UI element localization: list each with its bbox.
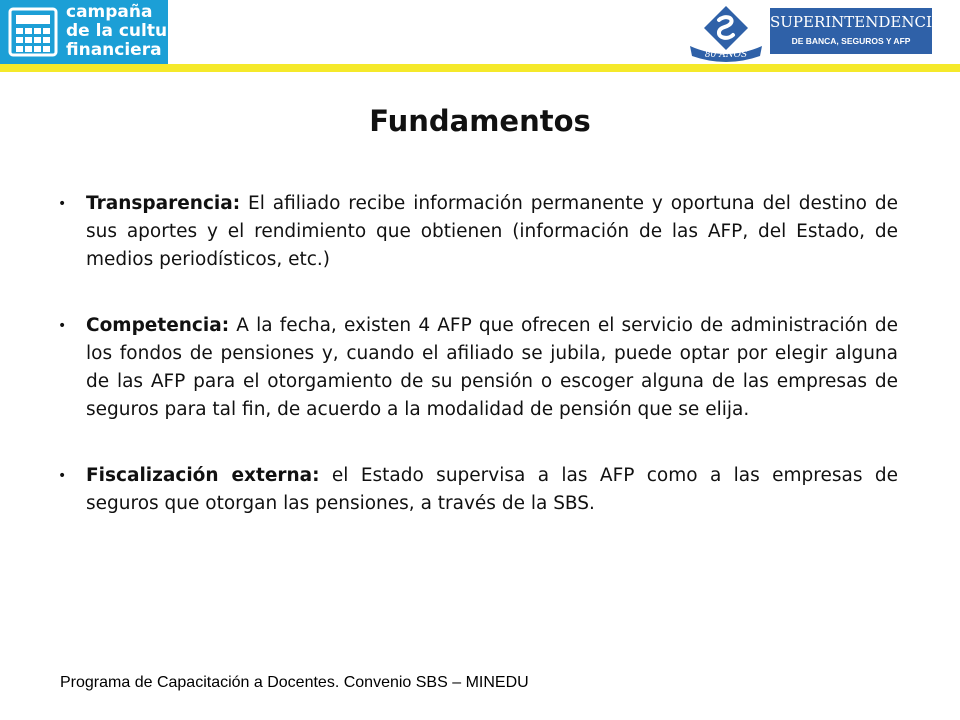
bullet-term: Transparencia:	[86, 193, 241, 214]
bullet-text: El afiliado recibe información permanente y oportuna del destino de sus aportes y el rendimiento que obtienen (información de las AFP, del Estado, de medios periodísticos, etc.)	[86, 193, 898, 270]
bullet-symbol: •	[58, 468, 67, 484]
bullet-symbol: •	[58, 318, 67, 334]
bullet-transparencia	[58, 190, 898, 274]
bullet-text: el Estado supervisa a las AFP como a las empresas de seguros que otorgan las pensiones, a través de la SBS.	[86, 465, 898, 514]
sbs-logo	[770, 8, 943, 54]
bullet-term: Competencia:	[86, 315, 230, 336]
campaign-line-1: campaña	[66, 2, 153, 22]
campaign-logo	[0, 0, 187, 64]
bullet-fiscalizacion	[58, 462, 898, 518]
header-accent-bar	[0, 64, 960, 72]
sbs-emblem-icon	[686, 2, 766, 62]
header	[0, 0, 960, 64]
bullet-list	[58, 190, 898, 518]
campaign-line-3: financiera	[66, 40, 162, 60]
anniversary-label: 80 AÑOS	[704, 50, 748, 60]
calculator-icon	[8, 7, 58, 57]
footer-text: Programa de Capacitación a Docentes. Convenio SBS – MINEDU	[60, 674, 529, 691]
campaign-line-2: de la cultura	[66, 21, 187, 41]
page-title: Fundamentos	[369, 104, 591, 138]
sbs-logo-subtitle: DE BANCA, SEGUROS Y AFP	[791, 36, 911, 46]
bullet-text: A la fecha, existen 4 AFP que ofrecen el servicio de administración de los fondos de pensiones y, cuando el afiliado se jubila, puede optar por elegir alguna de las AFP para el otorgamiento de su pensión o escoger alguna de las empresas de seguros para tal fin, de acuerdo a la modalidad de pensión que se elija.	[86, 315, 898, 420]
sbs-logo-title: SUPERINTENDENCIA	[770, 13, 943, 31]
campaign-logo-text	[66, 2, 187, 60]
bullet-term: Fiscalización externa:	[86, 465, 320, 486]
bullet-competencia	[58, 312, 898, 424]
bullet-symbol: •	[58, 196, 67, 212]
